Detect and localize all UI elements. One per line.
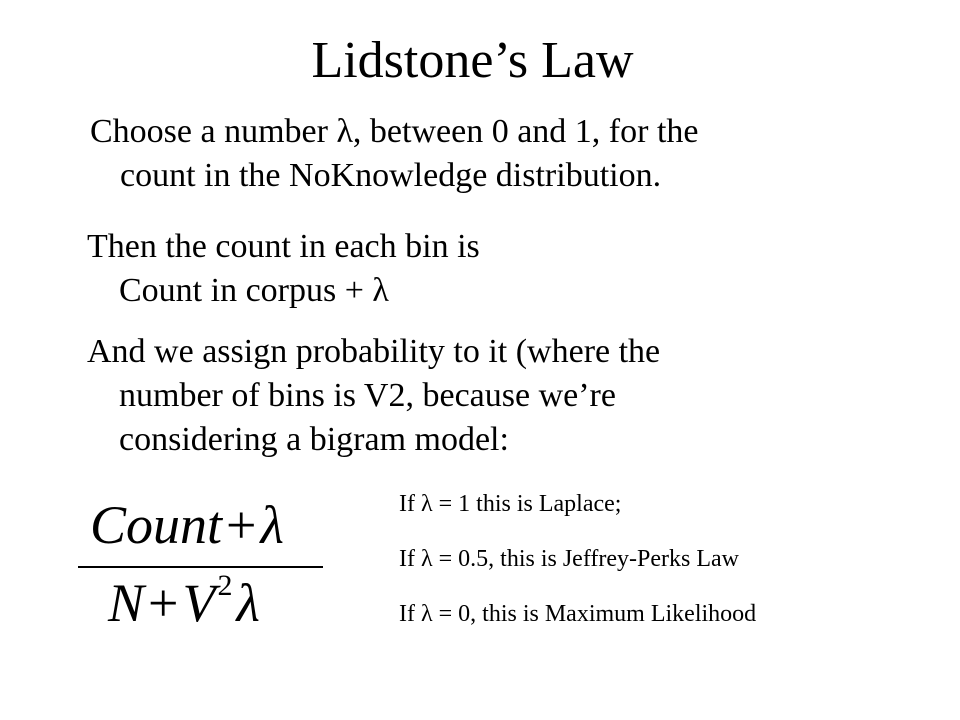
formula-denominator (108, 568, 260, 647)
note-jeffrey-perks: If λ = 0.5, this is Jeffrey-Perks Law (399, 546, 739, 572)
formula-lambda: λ (260, 495, 284, 555)
paragraph-line: count in the NoKnowledge distribution. (120, 157, 662, 194)
formula-n-term: N (108, 573, 145, 633)
paragraph-line: considering a bigram model: (119, 421, 509, 458)
formula-plus: + (226, 495, 257, 555)
paragraph-line: Choose a number λ, between 0 and 1, for the (90, 113, 699, 150)
paragraph-count-in-bin (87, 225, 480, 313)
paragraph-line: Count in corpus + λ (119, 272, 389, 309)
note-maximum-likelihood: If λ = 0, this is Maximum Likelihood (399, 601, 757, 627)
paragraph-assign-probability (87, 330, 660, 462)
paragraph-choose-lambda (90, 110, 698, 198)
formula-plus: + (148, 573, 179, 633)
lambda-notes (399, 490, 756, 655)
formula-numerator (90, 490, 284, 560)
paragraph-line: And we assign probability to it (where the (87, 333, 661, 370)
formula-exponent: 2 (217, 569, 233, 602)
paragraph-line: number of bins is V2, because we’re (119, 377, 616, 414)
paragraph-line: Then the count in each bin is (87, 228, 480, 265)
slide-title: Lidstone’s Law (311, 32, 634, 89)
lidstone-formula (78, 490, 328, 640)
note-laplace: If λ = 1 this is Laplace; (399, 491, 622, 517)
formula-v-term: V (182, 573, 216, 633)
formula-lambda: λ (236, 573, 260, 633)
formula-count-term: Count (90, 495, 223, 555)
